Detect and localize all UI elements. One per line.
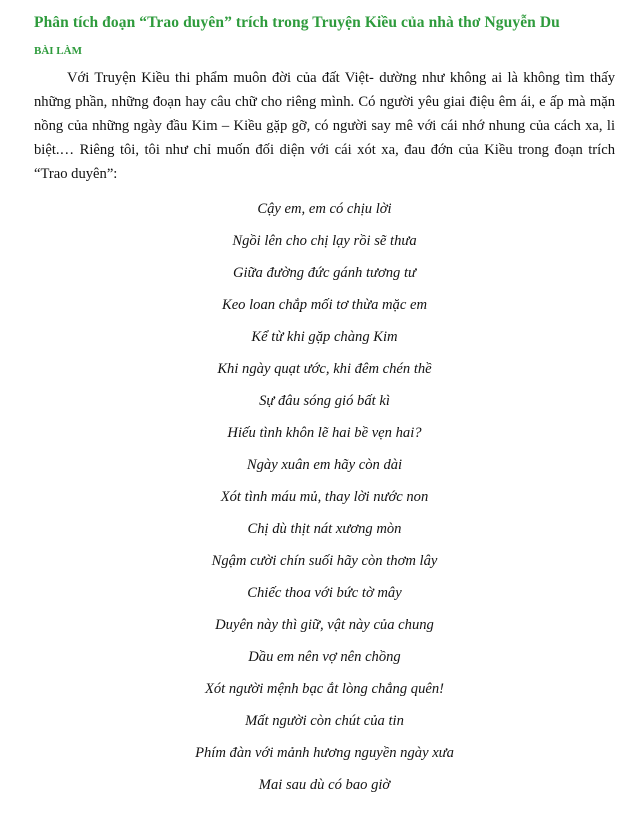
poem-line: Xót tình máu mủ, thay lời nước non (220, 489, 429, 505)
poem-line: Khi ngày quạt ước, khi đêm chén thề (217, 361, 432, 377)
poem-line: Chị dù thịt nát xương mòn (247, 521, 402, 537)
poem-line: Duyên này thì giữ, vật này của chung (215, 617, 434, 633)
poem-line: Phím đàn với mảnh hương nguyền ngày xưa (195, 745, 454, 761)
intro-paragraph: Với Truyện Kiều thi phẩm muôn đời của đất Việt- dường như không ai là không tìm thấy những phần, những đoạn hay câu chữ cho riêng mình. Có người yêu giai điệu êm ái, e ấp mà mặn nồng của những ngày đầu Kim – Kiều gặp gỡ, có người say mê với cái nhớ nhung của cách xa, li biệt.… Riêng tôi, tôi như chỉ muốn đối diện với cái xót xa, đau đớn của Kiều trong đoạn trích “Trao duyên”: (34, 70, 615, 182)
poem-excerpt (34, 193, 615, 801)
poem-line: Kể từ khi gặp chàng Kim (251, 329, 398, 345)
poem-line: Dầu em nên vợ nên chồng (248, 649, 401, 665)
poem-line: Mai sau dù có bao giờ (258, 777, 391, 793)
section-label: BÀI LÀM (34, 45, 82, 57)
poem-line: Cậy em, em có chịu lời (257, 201, 392, 217)
poem-line: Mất người còn chút của tin (245, 713, 404, 729)
poem-line: Xót người mệnh bạc ắt lòng chẳng quên! (204, 681, 445, 697)
poem-line: Ngồi lên cho chị lạy rồi sẽ thưa (232, 233, 417, 249)
poem-line: Ngày xuân em hãy còn dài (246, 457, 403, 473)
poem-line: Chiếc thoa với bức tờ mây (247, 585, 402, 601)
poem-line: Hiếu tình khôn lẽ hai bề vẹn hai? (227, 425, 422, 441)
poem-line: Sự đâu sóng gió bất kì (259, 393, 390, 409)
poem-line: Ngậm cười chín suối hãy còn thơm lây (211, 553, 438, 569)
poem-line: Keo loan chắp mối tơ thừa mặc em (221, 297, 428, 313)
poem-line: Giữa đường đức gánh tương tư (232, 265, 417, 281)
document-title: Phân tích đoạn “Trao duyên” trích trong Truyện Kiều của nhà thơ Nguyễn Du (34, 14, 560, 31)
